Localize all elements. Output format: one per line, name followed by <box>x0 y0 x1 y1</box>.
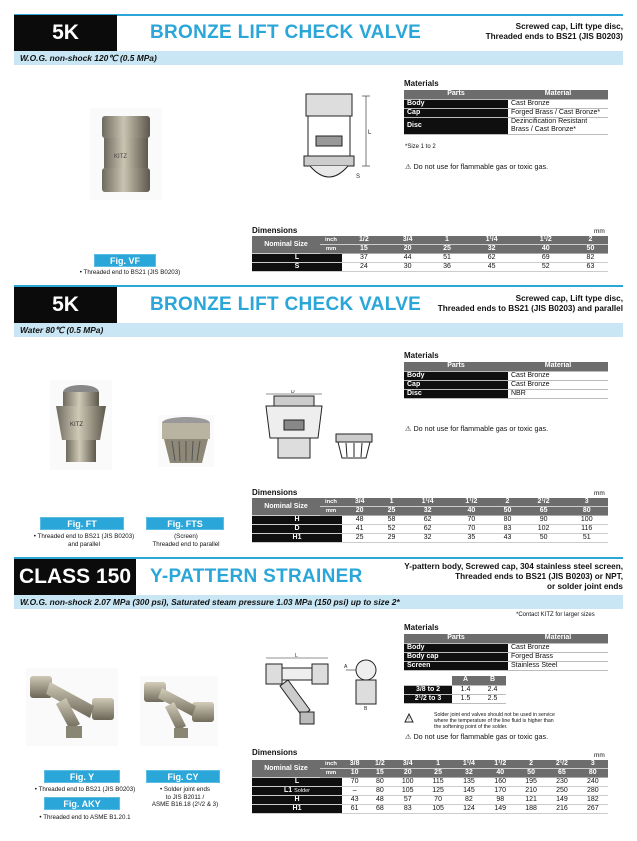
section1-rating-band: W.O.G. non-shock 120℃ (0.5 MPa) <box>14 51 623 65</box>
solder-end-drawing <box>342 652 392 712</box>
svg-text:L: L <box>368 130 372 136</box>
svg-text:!: ! <box>408 717 410 723</box>
s1-row-l: L 37 44 51 62 69 82 <box>252 254 608 263</box>
s3-dimensions-table: Nominal Size inch 3/8 1/2 3/4 1 1¹/4 1¹/2 2 2¹/2 3 mm 10 15 20 25 32 40 50 65 80 L 70 80 100 115 135 160 195 230 240 L1 Solder – 80 105 125 145 170 210 250 280 H 43 48 57 70 82 98 121 149 182 H1 61 68 83 105 124 149 188 216 267 <box>252 760 608 814</box>
s1-size-note: *Size 1 to 2 <box>405 144 436 150</box>
fig-y-label: Fig. Y <box>44 770 120 783</box>
s1-materials-title: Materials <box>404 79 439 88</box>
s2-dimensions-title: Dimensions <box>252 488 298 497</box>
svg-text:S: S <box>356 174 361 180</box>
fts-screen-drawing <box>334 432 374 462</box>
section3-description: Y-pattern body, Screwed cap, 304 stainless steel screen, Threaded ends to BS21 (JIS B0203) or NPT, or solder joint ends <box>404 562 623 591</box>
screen-photo-fts <box>158 415 214 467</box>
section1-badge: 5K <box>14 15 117 51</box>
section1-description: Screwed cap, Lift type disc, Threaded ends to BS21 (JIS B0203) <box>485 22 623 41</box>
fig-y-caption: • Threaded end to BS21 (JIS B0203) <box>34 786 136 793</box>
section2-rating-band: Water 80℃ (0.5 MPa) <box>14 323 623 337</box>
section2-description: Screwed cap, Lift type disc, Threaded ends to BS21 (JIS B0203) and parallel <box>437 294 623 313</box>
svg-text:A: A <box>344 664 348 670</box>
s2-mm-unit: mm <box>594 490 605 497</box>
caution-icon <box>404 713 414 723</box>
s3-materials-table: Parts Material Body Cast Bronze Body cap Forged Brass Screen Stainless Steel <box>404 634 608 671</box>
svg-text:KITZ: KITZ <box>70 422 83 428</box>
fig-ft-caption: • Threaded end to BS21 (JIS B0203) and parallel <box>33 533 135 548</box>
s1-row-s: S 24 30 36 45 52 63 <box>252 263 608 272</box>
y-strainer-drawing <box>262 650 332 738</box>
svg-text:L: L <box>295 653 298 659</box>
s3-dimensions-title: Dimensions <box>252 748 298 757</box>
s3-warning: ⚠ Do not use for flammable gas or toxic gas. <box>405 732 549 741</box>
fig-aky-label: Fig. AKY <box>44 797 120 810</box>
svg-text:KITZ: KITZ <box>114 154 127 160</box>
s3-contact-note: *Contact KITZ for larger sizes <box>516 612 595 618</box>
s1-dimensions-title: Dimensions <box>252 226 298 235</box>
s1-warning: ⚠ Do not use for flammable gas or toxic gas. <box>405 162 549 171</box>
s2-warning: ⚠ Do not use for flammable gas or toxic gas. <box>405 424 549 433</box>
section1-title: BRONZE LIFT CHECK VALVE <box>150 22 422 43</box>
fig-cy-caption: • Solder joint ends to JIS B2011 / ASME B16.18 (2¹/2 & 3) <box>151 786 219 808</box>
s3-ab-table: A B 3/8 to 2 1.4 2.4 2¹/2 to 3 1.5 2.5 <box>404 676 506 704</box>
section2-badge: 5K <box>14 287 117 323</box>
section3-rating-band: W.O.G. non-shock 2.07 MPa (300 psi), Saturated steam pressure 1.03 MPa (150 psi) up to size 2* <box>14 595 623 609</box>
section2-title: BRONZE LIFT CHECK VALVE <box>150 294 422 315</box>
fig-ft-label: Fig. FT <box>40 517 124 530</box>
svg-text:D: D <box>291 390 295 395</box>
valve-photo-ft <box>50 380 112 470</box>
fig-aky-caption: • Threaded end to ASME B1.20.1 <box>39 814 131 821</box>
strainer-photo-cy <box>140 676 218 746</box>
fig-vf-label: Fig. VF <box>94 254 156 267</box>
strainer-photo-y <box>26 668 118 746</box>
svg-text:B: B <box>364 706 368 712</box>
fig-fts-caption: (Screen) Threaded end to parallel <box>152 533 220 548</box>
s3-solder-note: Solder joint end valves should not be used in service where the temperature of the line fluid is higher than the softening point of the solder. <box>434 712 555 730</box>
s1-materials-table: Parts Material Body Cast Bronze Cap Forged Brass / Cast Bronze* Disc Dezincification Resistant Brass / Cast Bronze* <box>404 90 608 135</box>
s1-dimensions-table: Nominal Size inch 1/2 3/4 1 1¹/4 1¹/2 2 mm 15 20 25 32 40 50 L 37 44 51 62 69 82 S 24 30 36 45 52 63 <box>252 236 608 272</box>
fig-vf-caption: • Threaded end to BS21 (JIS B0203) <box>79 269 181 276</box>
s2-materials-table: Parts Material Body Cast Bronze Cap Cast Bronze Disc NBR <box>404 362 608 399</box>
s1-mm-unit: mm <box>594 228 605 235</box>
section3-badge: CLASS 150 <box>14 559 136 595</box>
valve-photo-vf <box>90 108 162 200</box>
s2-materials-title: Materials <box>404 351 439 360</box>
vf-cross-section-drawing <box>292 86 382 194</box>
s3-materials-title: Materials <box>404 623 439 632</box>
ft-cross-section-drawing <box>258 390 334 466</box>
fig-cy-label: Fig. CY <box>146 770 220 783</box>
fig-fts-label: Fig. FTS <box>146 517 224 530</box>
s2-dimensions-table: Nominal Size inch 3/4 1 1¹/4 1¹/2 2 2¹/2 3 mm 20 25 32 40 50 65 80 H 48 58 62 70 80 90 100 D 41 52 62 70 83 102 116 H1 25 29 32 35 43 50 51 <box>252 498 608 543</box>
s3-mm-unit: mm <box>594 752 605 759</box>
section3-title: Y-PATTERN STRAINER <box>150 566 363 587</box>
